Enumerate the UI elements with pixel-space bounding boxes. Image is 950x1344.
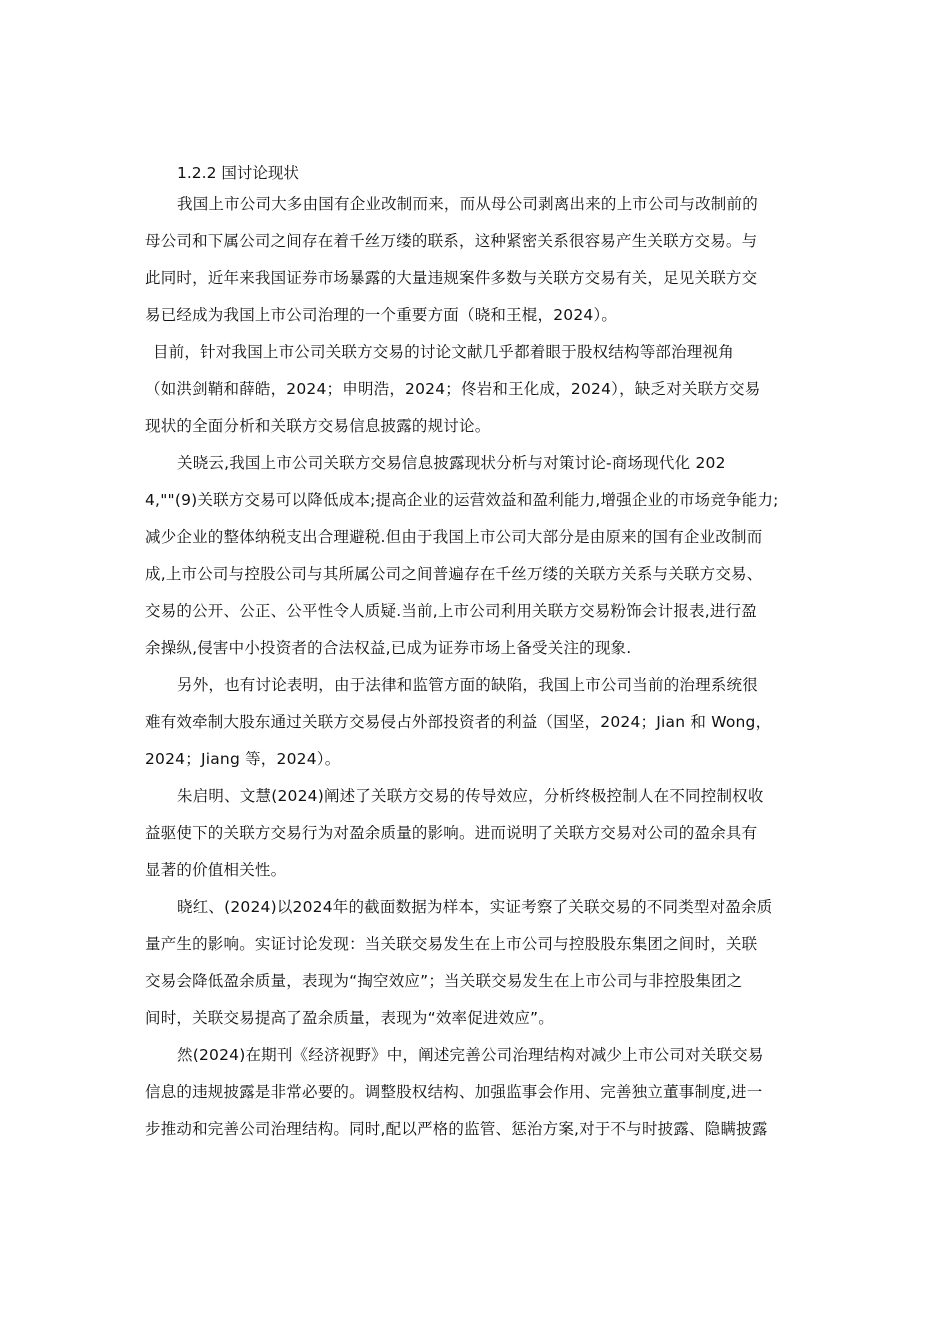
paragraph-6	[145, 892, 813, 1033]
text-line: 交易的公开、公正、公平性令人质疑.当前,上市公司利用关联方交易粉饰会计报表,进行盈	[145, 602, 757, 620]
text-line: 然(2024)在期刊《经济视野》中，阐述完善公司治理结构对减少上市公司对关联交易	[177, 1046, 764, 1064]
text-line: 关晓云,我国上市公司关联方交易信息披露现状分析与对策讨论-商场现代化 202	[177, 454, 726, 472]
text-line: 益驱使下的关联方交易行为对盈余质量的影响。进而说明了关联方交易对公司的盈余具有	[145, 824, 758, 842]
document-body	[145, 158, 813, 1151]
section-heading: 1.2.2 国讨论现状	[177, 164, 299, 182]
text-line: 信息的违规披露是非常必要的。调整股权结构、加强监事会作用、完善独立董事制度,进一	[145, 1083, 763, 1101]
text-line: 我国上市公司大多由国有企业改制而来，而从母公司剥离出来的上市公司与改制前的	[177, 195, 758, 213]
text-line: 交易会降低盈余质量，表现为“掏空效应”；当关联交易发生在上市公司与非控股集团之	[145, 972, 743, 990]
text-line: 显著的价值相关性。	[145, 861, 287, 879]
text-line: 朱启明、文慧(2024)阐述了关联方交易的传导效应，分析终极控制人在不同控制权收	[177, 787, 764, 805]
text-line: 4,""(9)关联方交易可以降低成本;提高企业的运营效益和盈利能力,增强企业的市场竞争能力;	[145, 491, 779, 509]
text-line: 成,上市公司与控股公司与其所属公司之间普遍存在千丝万缕的关联方关系与关联方交易、	[145, 565, 763, 583]
text-line: 晓红、(2024)以2024年的截面数据为样本，实证考察了关联交易的不同类型对盈余质	[177, 898, 773, 916]
text-line: 步推动和完善公司治理结构。同时,配以严格的监管、惩治方案,对于不与时披露、隐瞒披露	[145, 1120, 768, 1138]
text-line: 现状的全面分析和关联方交易信息披露的规讨论。	[145, 417, 491, 435]
paragraph-7	[145, 1040, 813, 1144]
text-line: 此同时，近年来我国证券市场暴露的大量违规案件多数与关联方交易有关，足见关联方交	[145, 269, 758, 287]
text-line: 2024；Jiang 等，2024）。	[145, 750, 341, 768]
text-line: 另外，也有讨论表明，由于法律和监管方面的缺陷，我国上市公司当前的治理系统很	[177, 676, 758, 694]
text-line: 目前，针对我国上市公司关联方交易的讨论文献几乎都着眼于股权结构等部治理视角	[153, 343, 734, 361]
text-line: 易已经成为我国上市公司治理的一个重要方面（晓和王棍，2024）。	[145, 306, 618, 324]
text-line: 间时，关联交易提高了盈余质量，表现为“效率促进效应”。	[145, 1009, 554, 1027]
text-line: 难有效牵制大股东通过关联方交易侵占外部投资者的利益（国坚，2024；Jian 和 Wong，	[145, 713, 772, 731]
text-line: 母公司和下属公司之间存在着千丝万缕的联系，这种紧密关系很容易产生关联方交易。与	[145, 232, 758, 250]
text-line: （如洪剑鞘和薛皓，2024；申明浩，2024；佟岩和王化成，2024），缺乏对关联方交易	[145, 380, 761, 398]
paragraph-2	[145, 337, 813, 441]
text-line: 量产生的影响。实证讨论发现：当关联交易发生在上市公司与控股股东集团之间时，关联	[145, 935, 758, 953]
paragraph-4	[145, 670, 813, 774]
text-line: 减少企业的整体纳税支出合理避税.但由于我国上市公司大部分是由原来的国有企业改制而	[145, 528, 763, 546]
paragraph-1	[145, 189, 813, 330]
text-line: 余操纵,侵害中小投资者的合法权益,已成为证券市场上备受关注的现象.	[145, 639, 632, 657]
paragraph-3	[145, 448, 813, 663]
paragraph-5	[145, 781, 813, 885]
